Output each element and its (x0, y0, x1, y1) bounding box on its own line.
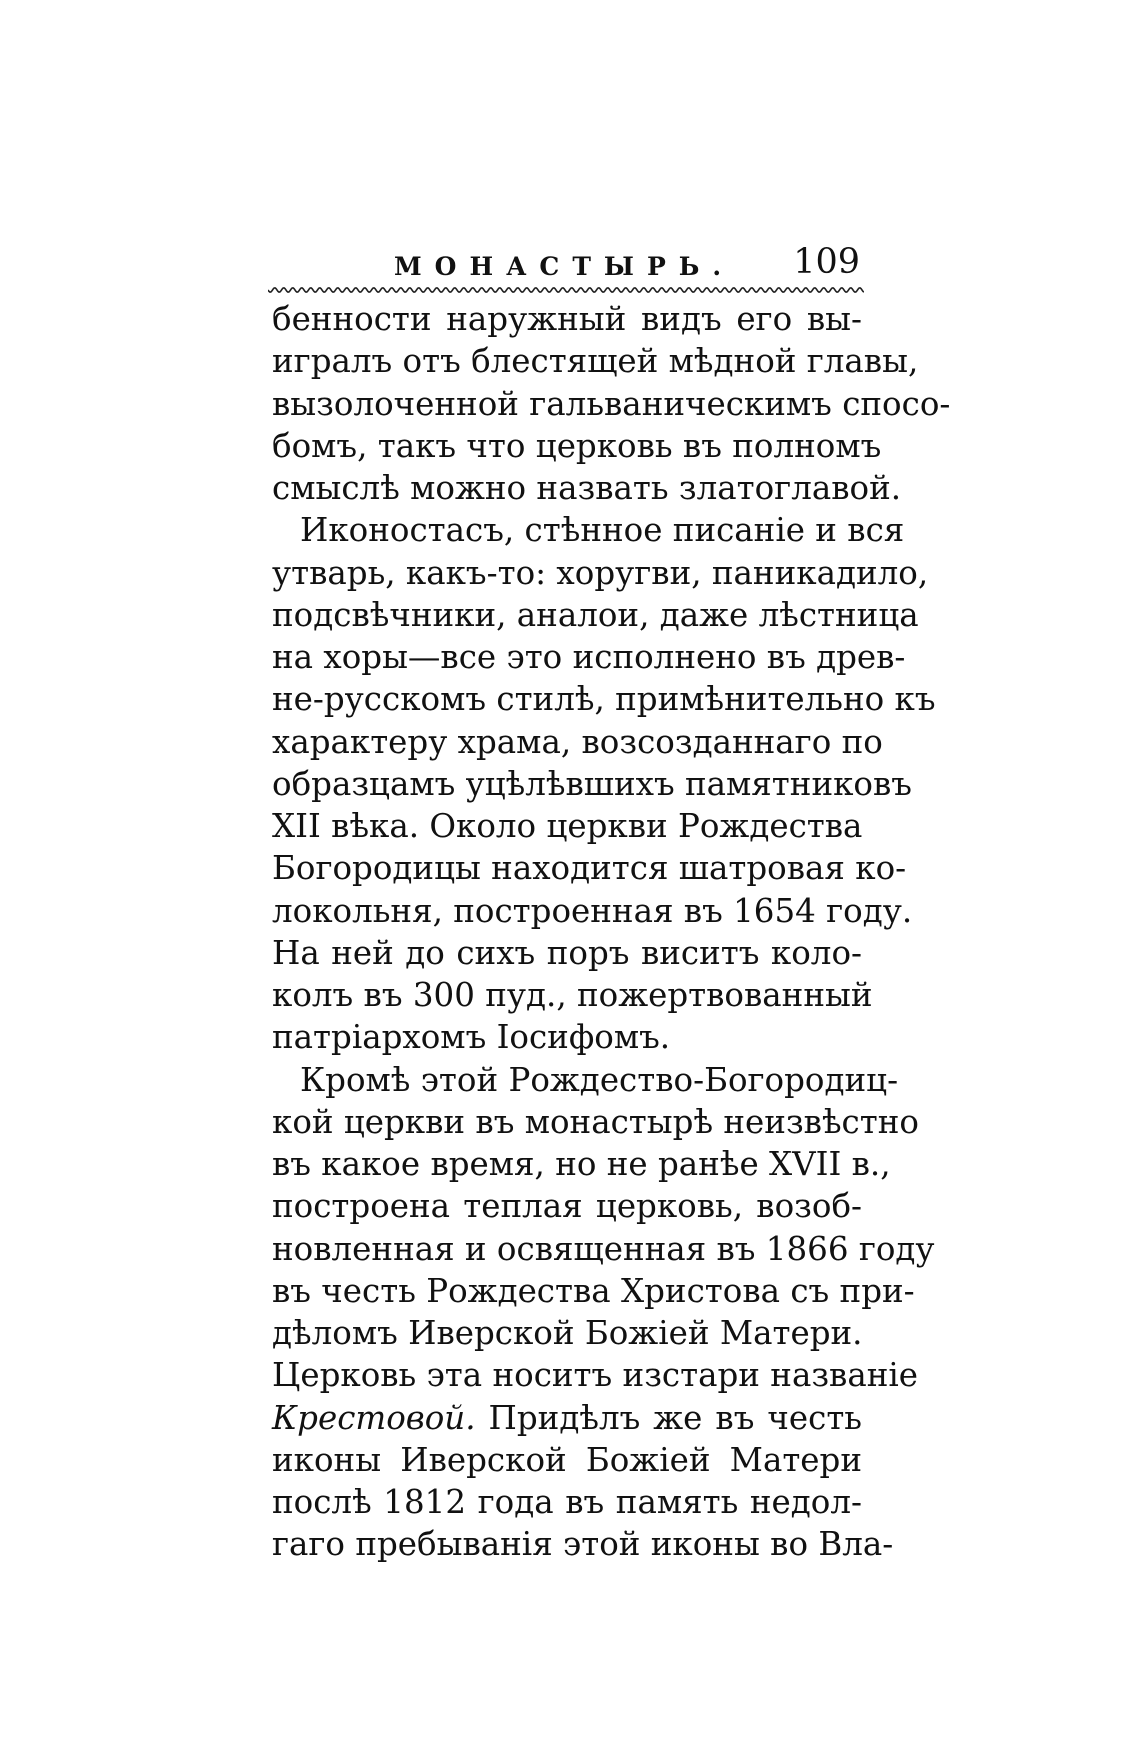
text-line: Кромѣ этой Рождество-Богородиц- (300, 1060, 899, 1099)
text-line: дѣломъ Иверской Божіей Матери. (272, 1314, 863, 1352)
text-line: подсвѣчники, аналои, даже лѣстница (272, 595, 919, 634)
text-line: въ честь Рождества Христова съ при- (272, 1271, 915, 1310)
text-line: патріархомъ Іосифомъ. (272, 1018, 671, 1057)
running-title: МОНАСТЫРЬ. (394, 252, 735, 281)
paragraph (272, 1059, 935, 1566)
text-line: характеру храма, возсозданнаго по (272, 722, 883, 761)
header-wavy-rule (268, 286, 864, 294)
text-line: на хоры—все это исполнено въ древ- (272, 638, 906, 676)
text-line (272, 1397, 862, 1439)
text-line: Церковь эта носитъ изстари названіе (272, 1356, 919, 1395)
text-span: Придѣлъ же въ честь (475, 1398, 862, 1437)
page-header (268, 242, 864, 292)
text-line: образцамъ уцѣлѣвшихъ памятниковъ (272, 764, 912, 803)
text-line: въ какое время, но не ранѣе XVII в., (272, 1145, 891, 1183)
paragraph (272, 509, 936, 1058)
text-line: утварь, какъ-то: хоругви, паникадило, (272, 553, 929, 592)
body-text (272, 298, 951, 1566)
text-line: вызолоченной гальваническимъ спосо- (272, 384, 951, 423)
text-line: игралъ отъ блестящей мѣдной главы, (272, 342, 919, 381)
text-line: смыслѣ можно назвать златоглавой. (272, 469, 902, 507)
text-line: колъ въ 300 пуд., пожертвованный (272, 976, 873, 1014)
text-line: иконы Иверской Божіей Матери (272, 1440, 862, 1479)
text-line: Богородицы находится шатровая ко- (272, 849, 907, 888)
text-line: На ней до сихъ поръ виситъ коло- (272, 933, 862, 972)
text-line: бомъ, такъ что церковь въ полномъ (272, 426, 882, 465)
text-line: Иконостасъ, стѣнное писаніе и вся (300, 511, 905, 550)
page-number: 109 (793, 242, 860, 282)
text-line: не-русскомъ стилѣ, примѣнительно къ (272, 680, 936, 719)
text-line: послѣ 1812 года въ память недол- (272, 1483, 862, 1521)
text-line: построена теплая церковь, возоб- (272, 1187, 862, 1226)
text-line: бенности наружный видъ его вы- (272, 300, 862, 338)
italic-word: Крестовой. (272, 1398, 476, 1437)
text-line: кой церкви въ монастырѣ неизвѣстно (272, 1102, 919, 1141)
text-line: локольня, построенная въ 1654 году. (272, 891, 913, 930)
text-line: новленная и освященная въ 1866 году (272, 1229, 935, 1268)
paragraph (272, 298, 951, 509)
text-line: XII вѣка. Около церкви Рождества (272, 807, 863, 845)
text-line: гаго пребыванія этой иконы во Вла- (272, 1525, 894, 1564)
